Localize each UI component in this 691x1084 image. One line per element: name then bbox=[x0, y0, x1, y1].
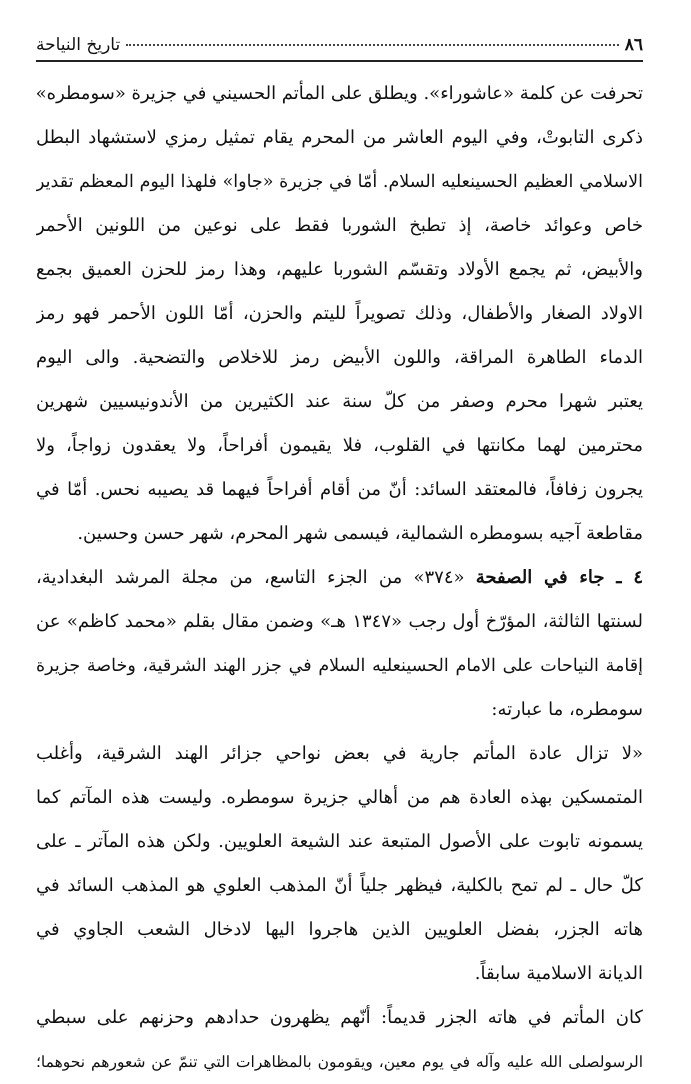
final-line: كان المأتم في هاته الجزر قديماً: أنّهم يظهرون حدادهم وحزنهم على سبطي bbox=[36, 1007, 643, 1028]
quote-line: كلّ حال ـ لم تمح بالكلية، فيظهر جلياً أنّ المذهب العلوي هو المذهب السائد في bbox=[36, 875, 643, 896]
quote-line: المتمسكين بهذه العادة هم من أهالي جزيرة سومطره. وليست هذه المآتم كما bbox=[36, 787, 643, 808]
text-line: يعتبر شهرا محرم وصفر من كلّ سنة عند الكثيرين من الأندونيسيين شهرين bbox=[36, 391, 643, 412]
text-line: خاص وعوائد خاصة، إذ تطبخ الشوربا فقط على نوعين من اللونين الأحمر bbox=[36, 215, 643, 236]
item-4-line: إقامة النياحات على الامام الحسينعليه السلام في جزر الهند الشرقية، وخاصة جزيرة bbox=[36, 656, 643, 676]
running-header bbox=[36, 30, 643, 62]
page-number: ٨٦ bbox=[624, 35, 643, 55]
leader-dots bbox=[126, 44, 619, 46]
text-line: تحرفت عن كلمة «عاشوراء». ويطلق على المأتم الحسيني في جزيرة «سومطره» bbox=[36, 83, 643, 104]
text-line: الدماء الطاهرة المراقة، واللون الأبيض رمز للاخلاص والتضحية. والى اليوم bbox=[36, 347, 643, 368]
quote-line: الديانة الاسلامية سابقاً. bbox=[474, 963, 643, 984]
quote-line: هاته الجزر، بفضل العلويين الذين هاجروا اليها لادخال الشعب الجاوي في bbox=[36, 919, 643, 940]
quote-line: يسمونه تابوت على الأصول المتبعة عند الشيعة العلويين. ولكن هذه المآتر ـ على bbox=[36, 831, 643, 852]
quote-line: «لا تزال عادة المأتم جارية في بعض نواحي جزائر الهند الشرقية، وأغلب bbox=[36, 743, 643, 764]
item-4-lead: ٤ ـ جاء في الصفحة bbox=[475, 567, 643, 588]
text-line: ذكرى التابوتْ، وفي اليوم العاشر من المحرم يقام تمثيل رمزي لاستشهاد البطل bbox=[36, 127, 643, 148]
item-4-line: لسنتها الثالثة، المؤرّخ أول رجب «١٣٤٧ هـ» وضمن مقال بقلم «محمد كاظم» عن bbox=[36, 611, 643, 632]
item-4-line: سومطره، ما عبارته: bbox=[491, 699, 643, 720]
text-line: محترمين لهما مكانتها في القلوب، فلا يقيمون أفراحاً، ولا يعقدون زواجاً، ولا bbox=[36, 435, 643, 456]
item-4-line bbox=[36, 556, 643, 600]
text-line: الاولاد الصغار والأطفال، وذلك تصويراً لليتم والحزن، أمّا اللون الأحمر فهو رمز bbox=[36, 303, 643, 324]
text-line: مقاطعة آجيه بسومطره الشمالية، فيسمى شهر المحرم، شهر حسن وحسين. bbox=[77, 523, 643, 544]
final-line: الرسولصلى الله عليه وآله في يوم معين، ويقومون بالمظاهرات التي تنمّ عن شعورهم نحوهما؛ bbox=[36, 1053, 643, 1071]
text-line: الاسلامي العظيم الحسينعليه السلام. أمّا في جزيرة «جاوا» فلهذا اليوم المعظم تقدير bbox=[36, 172, 643, 192]
book-title: تاريخ النياحة bbox=[36, 35, 121, 55]
item-4-rest: «٣٧٤» من الجزء التاسع، من مجلة المرشد البغدادية، bbox=[36, 567, 465, 588]
body-text bbox=[36, 72, 643, 1084]
text-line: يجرون زفافاً، فالمعتقد السائد: أنّ من أقام أفراحاً فيهما قد يصيبه نحس. أمّا في bbox=[36, 479, 643, 500]
text-line: والأبيض، ثم يجمع الأولاد وتقسّم الشوربا عليهم، وهذا رمز للحزن العميق بجمع bbox=[36, 259, 643, 280]
